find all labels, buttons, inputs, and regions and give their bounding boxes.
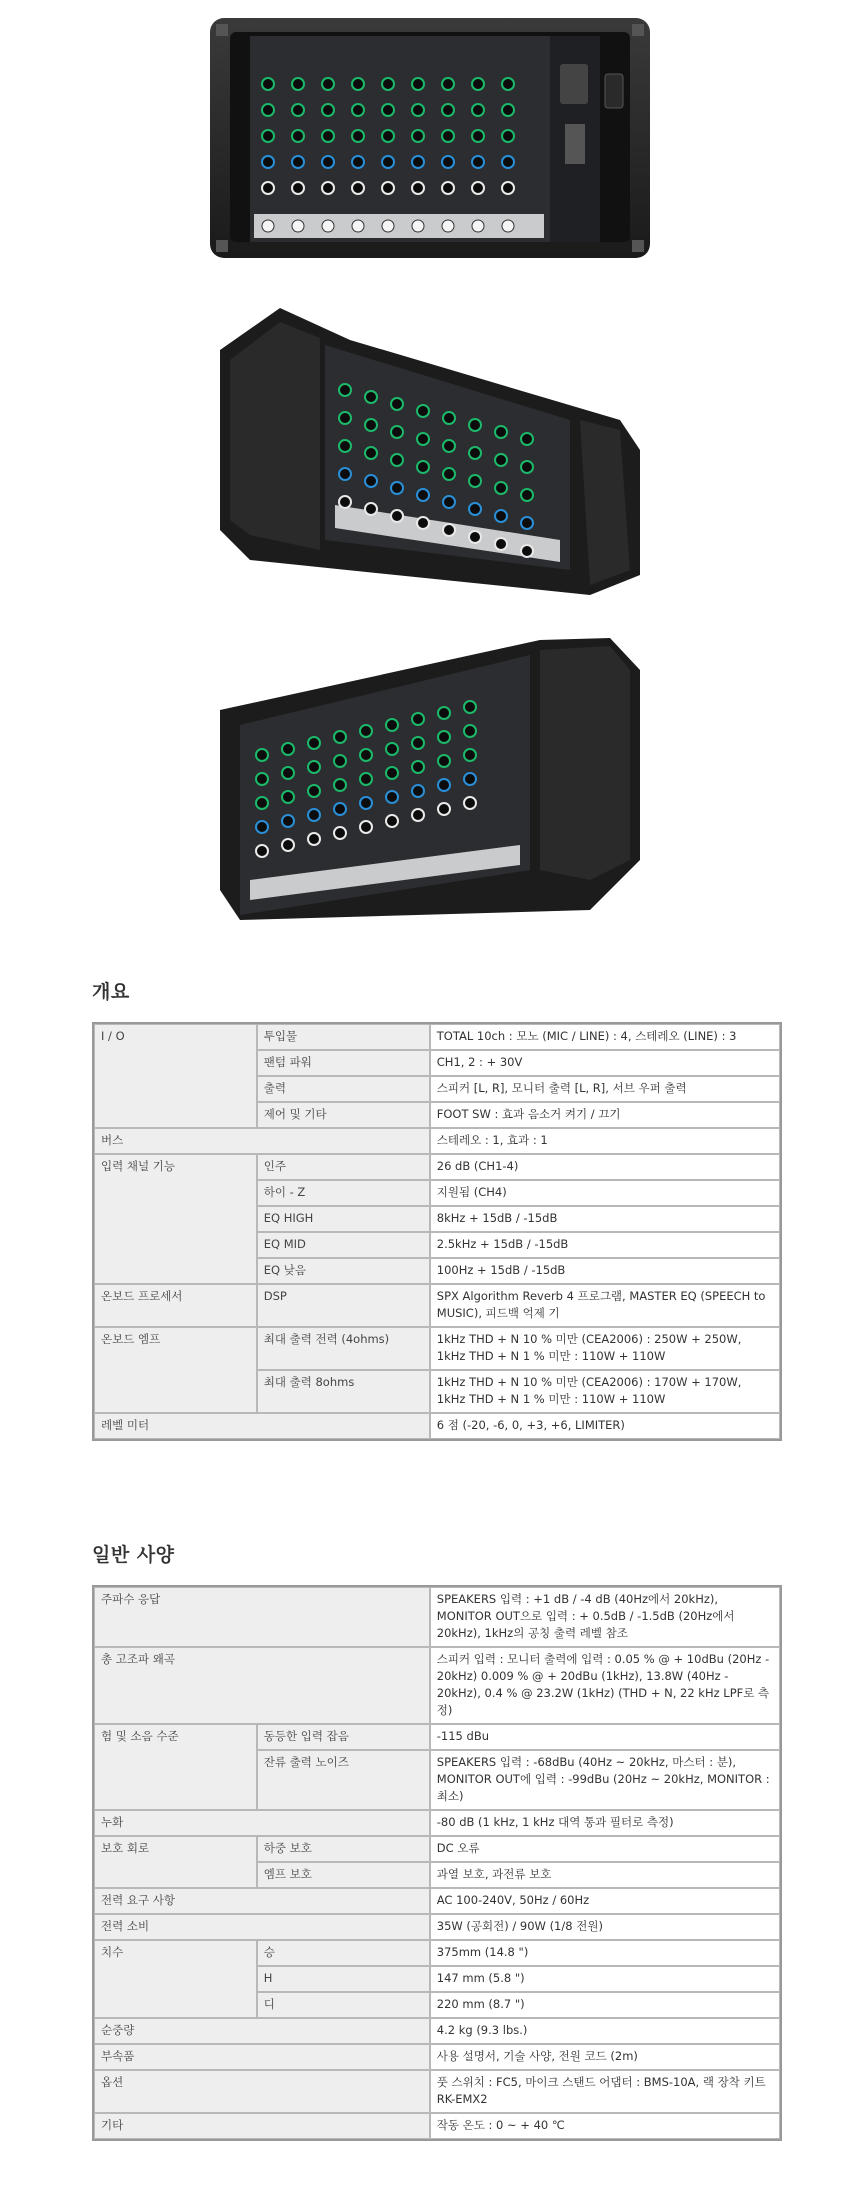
mixer-knob [339,440,351,452]
mixer-knob [386,767,398,779]
mixer-knob [308,833,320,845]
mixer-knob [360,797,372,809]
mixer-knob [443,468,455,480]
mixer-knob [339,412,351,424]
mixer-knob [417,461,429,473]
mixer-knob [438,755,450,767]
row-subcategory: 팬텀 파워 [257,1050,430,1076]
mixer-knob [352,104,364,116]
mixer-knob [282,839,294,851]
mixer-knob [262,130,274,142]
row-value: 220 mm (8.7 ") [430,1992,780,2018]
mixer-knob [464,749,476,761]
row-category: 누화 [94,1810,430,1836]
row-subcategory: 승 [257,1940,430,1966]
mixer-fader-knob [322,220,334,232]
row-subcategory: 인주 [257,1154,430,1180]
mixer-knob [308,809,320,821]
row-value: 지원됨 (CH4) [430,1180,780,1206]
mixer-knob [417,433,429,445]
product-image-top [0,14,860,264]
mixer-knob [472,156,484,168]
mixer-knob [438,731,450,743]
table-row [94,2044,780,2070]
row-subcategory: 하중 보호 [257,1836,430,1862]
mixer-knob [292,156,304,168]
mixer-knob [495,454,507,466]
mixer-knob [412,104,424,116]
row-value: 6 점 (-20, -6, 0, +3, +6, LIMITER) [430,1413,780,1439]
mixer-knob [391,510,403,522]
mixer-knob [438,803,450,815]
general-specs-title: 일반 사양 [92,1544,175,1566]
table-row [94,2018,780,2044]
mixer-knob [262,156,274,168]
row-category: 순중량 [94,2018,430,2044]
mixer-knob [292,130,304,142]
mixer-knob [391,482,403,494]
mixer-knob [382,156,394,168]
mixer-knob [495,482,507,494]
mixer-knob [412,761,424,773]
table-row [94,1810,780,1836]
mixer-knob [502,130,514,142]
mixer-knob [322,182,334,194]
mixer-knob [292,182,304,194]
row-value: 147 mm (5.8 ") [430,1966,780,1992]
mixer-knob [365,475,377,487]
table-row [94,1724,780,1750]
row-subcategory: H [257,1966,430,1992]
row-value: 스피커 [L, R], 모니터 출력 [L, R], 서브 우퍼 출력 [430,1076,780,1102]
mixer-knob [360,725,372,737]
mixer-knob [469,447,481,459]
mixer-knob [382,78,394,90]
row-subcategory: EQ 낮음 [257,1258,430,1284]
table-row [94,1327,780,1370]
table-row [94,1914,780,1940]
mixer-knob [412,130,424,142]
mixer-knob [412,809,424,821]
mixer-fader-knob [292,220,304,232]
row-category: 보호 회로 [94,1836,257,1888]
row-category: 옵션 [94,2070,430,2113]
row-value: 풋 스위치 : FC5, 마이크 스탠드 어댑터 : BMS-10A, 랙 장착 키트 RK-EMX2 [430,2070,780,2113]
mixer-fader-knob [442,220,454,232]
table-row [94,1836,780,1862]
row-value: 26 dB (CH1-4) [430,1154,780,1180]
row-value: 35W (공회전) / 90W (1/8 전원) [430,1914,780,1940]
mixer-knob [256,821,268,833]
mixer-knob [360,773,372,785]
mixer-fader-knob [352,220,364,232]
mixer-knob [464,773,476,785]
mixer-knob [442,182,454,194]
mixer-knob [386,719,398,731]
overview-title: 개요 [92,981,130,1003]
row-value: TOTAL 10ch : 모노 (MIC / LINE) : 4, 스테레오 (LINE) : 3 [430,1024,780,1050]
row-value: 100Hz + 15dB / -15dB [430,1258,780,1284]
row-value: 375mm (14.8 ") [430,1940,780,1966]
mixer-knob [469,531,481,543]
row-subcategory: EQ MID [257,1232,430,1258]
row-value: 2.5kHz + 15dB / -15dB [430,1232,780,1258]
mixer-knob [502,78,514,90]
mixer-knob [262,104,274,116]
general-spec-table [92,1585,782,2141]
row-subcategory: 동등한 입력 잡음 [257,1724,430,1750]
mixer-knob [292,104,304,116]
row-subcategory: 하이 - Z [257,1180,430,1206]
row-category: 주파수 응답 [94,1587,430,1647]
row-subcategory: 잔류 출력 노이즈 [257,1750,430,1810]
mixer-knob [256,749,268,761]
mixer-knob [256,845,268,857]
mixer-knob [334,755,346,767]
row-category: 험 및 소음 수준 [94,1724,257,1810]
row-value: 4.2 kg (9.3 lbs.) [430,2018,780,2044]
mixer-knob [469,503,481,515]
row-subcategory: 최대 출력 8ohms [257,1370,430,1413]
mixer-top-image [210,14,650,264]
row-value: 스피커 입력 : 모니터 출력에 입력 : 0.05 % @ + 10dBu (20Hz - 20kHz) 0.009 % @ + 20dBu (1kHz), 13.8W (40Hz - 20kHz), 0.4 % @ 23.2W (1kHz) (THD + N, 22 kHz LPF로 측정) [430,1647,780,1724]
mixer-knob [521,461,533,473]
mixer-knob [391,398,403,410]
row-category: I / O [94,1024,257,1128]
mixer-knob [386,743,398,755]
mixer-knob [443,524,455,536]
mixer-knob [339,496,351,508]
row-category: 기타 [94,2113,430,2139]
mixer-knob [382,130,394,142]
row-value: DC 오류 [430,1836,780,1862]
row-value: SPEAKERS 입력 : +1 dB / -4 dB (40Hz에서 20kHz), MONITOR OUT으로 입력 : + 0.5dB / -1.5dB (20Hz에서 20kHz), 1kHz의 공칭 출력 레벨 참조 [430,1587,780,1647]
mixer-knob [502,104,514,116]
mixer-knob [282,743,294,755]
row-category: 치수 [94,1940,257,2018]
mixer-knob [322,104,334,116]
product-image-angled-left [0,300,860,600]
mixer-knob [521,545,533,557]
mixer-knob [334,827,346,839]
mixer-knob [339,468,351,480]
mixer-knob [412,713,424,725]
row-subcategory: DSP [257,1284,430,1327]
mixer-knob [438,707,450,719]
row-value: 1kHz THD + N 10 % 미만 (CEA2006) : 250W + 250W, 1kHz THD + N 1 % 미만 : 110W + 110W [430,1327,780,1370]
mixer-knob [442,78,454,90]
mixer-knob [292,78,304,90]
mixer-fader-knob [472,220,484,232]
mixer-knob [360,821,372,833]
mixer-knob [417,489,429,501]
row-category: 입력 채널 기능 [94,1154,257,1284]
row-category: 버스 [94,1128,430,1154]
mixer-knob [282,791,294,803]
mixer-knob [412,78,424,90]
mixer-knob [442,156,454,168]
mixer-knob [352,182,364,194]
mixer-knob [365,391,377,403]
table-row [94,1128,780,1154]
row-value: 8kHz + 15dB / -15dB [430,1206,780,1232]
mixer-knob [352,156,364,168]
mixer-knob [443,440,455,452]
table-row [94,1587,780,1647]
mixer-knob [521,517,533,529]
mixer-knob [282,767,294,779]
mixer-knob [469,419,481,431]
table-row [94,1940,780,1966]
row-value: AC 100-240V, 50Hz / 60Hz [430,1888,780,1914]
mixer-knob [412,156,424,168]
row-category: 전력 소비 [94,1914,430,1940]
mixer-knob [334,731,346,743]
row-value: FOOT SW : 효과 음소거 켜기 / 끄기 [430,1102,780,1128]
mixer-knob [282,815,294,827]
mixer-knob [391,454,403,466]
row-category: 총 고조파 왜곡 [94,1647,430,1724]
mixer-knob [495,510,507,522]
row-value: SPEAKERS 입력 : -68dBu (40Hz ~ 20kHz, 마스터 : 분), MONITOR OUT에 입력 : -99dBu (20Hz ~ 20kHz, MONITOR : 최소) [430,1750,780,1810]
mixer-knob [521,433,533,445]
mixer-knob [308,737,320,749]
mixer-knob [382,182,394,194]
row-subcategory: 출력 [257,1076,430,1102]
mixer-knob [438,779,450,791]
mixer-knob [308,761,320,773]
mixer-knob [386,791,398,803]
row-subcategory: 투입물 [257,1024,430,1050]
table-row [94,1284,780,1327]
mixer-knob [472,104,484,116]
mixer-knob [322,78,334,90]
row-value: -115 dBu [430,1724,780,1750]
row-subcategory: 엠프 보호 [257,1862,430,1888]
mixer-knob [412,785,424,797]
mixer-knob [472,130,484,142]
row-subcategory: 최대 출력 전력 (4ohms) [257,1327,430,1370]
row-value: CH1, 2 : + 30V [430,1050,780,1076]
mixer-knob [256,773,268,785]
row-value: SPX Algorithm Reverb 4 프로그램, MASTER EQ (SPEECH to MUSIC), 피드백 억제 기 [430,1284,780,1327]
mixer-knob [365,503,377,515]
row-value: 사용 설명서, 기술 사양, 전원 코드 (2m) [430,2044,780,2070]
mixer-knob [412,182,424,194]
mixer-knob [464,797,476,809]
mixer-fader-knob [262,220,274,232]
mixer-fader-knob [382,220,394,232]
product-image-angled-right [0,630,860,930]
row-category: 온보드 엠프 [94,1327,257,1413]
mixer-knob [417,405,429,417]
mixer-knob [262,78,274,90]
mixer-knob [391,426,403,438]
mixer-knob [443,412,455,424]
row-subcategory: 제어 및 기타 [257,1102,430,1128]
mixer-knob [443,496,455,508]
mixer-fader-knob [502,220,514,232]
mixer-knob [412,737,424,749]
mixer-knob [262,182,274,194]
mixer-knob [386,815,398,827]
mixer-fader-knob [412,220,424,232]
row-value: -80 dB (1 kHz, 1 kHz 대역 통과 필터로 측정) [430,1810,780,1836]
row-subcategory: 디 [257,1992,430,2018]
mixer-knob [464,725,476,737]
mixer-knob [502,182,514,194]
mixer-knob [521,489,533,501]
mixer-knob [495,538,507,550]
mixer-knob [472,182,484,194]
mixer-knob [365,447,377,459]
mixer-knob [365,419,377,431]
mixer-knob [502,156,514,168]
mixer-knob [308,785,320,797]
row-category: 전력 요구 사항 [94,1888,430,1914]
table-row [94,1154,780,1180]
mixer-knob [417,517,429,529]
mixer-knob [256,797,268,809]
row-value: 1kHz THD + N 10 % 미만 (CEA2006) : 170W + 170W, 1kHz THD + N 1 % 미만 : 110W + 110W [430,1370,780,1413]
mixer-knob [352,78,364,90]
mixer-angled-image-1 [210,300,650,600]
table-row [94,2070,780,2113]
row-category: 레벨 미터 [94,1413,430,1439]
row-value: 스테레오 : 1, 효과 : 1 [430,1128,780,1154]
table-row [94,2113,780,2139]
row-value: 과열 보호, 과전류 보호 [430,1862,780,1888]
mixer-knob [322,156,334,168]
table-row [94,1647,780,1724]
mixer-knob [495,426,507,438]
mixer-knob [334,803,346,815]
mixer-knob [334,779,346,791]
mixer-angled-image-2 [210,630,650,930]
row-subcategory: EQ HIGH [257,1206,430,1232]
mixer-knob [464,701,476,713]
mixer-knob [472,78,484,90]
table-row [94,1024,780,1050]
mixer-knob [360,749,372,761]
mixer-knob [442,104,454,116]
row-category: 부속품 [94,2044,430,2070]
mixer-knob [442,130,454,142]
row-category: 온보드 프로세서 [94,1284,257,1327]
mixer-knob [322,130,334,142]
table-row [94,1888,780,1914]
row-value: 작동 온도 : 0 ~ + 40 ℃ [430,2113,780,2139]
mixer-knob [382,104,394,116]
table-row [94,1413,780,1439]
mixer-knob [469,475,481,487]
overview-spec-table [92,1022,782,1441]
mixer-knob [352,130,364,142]
mixer-knob [339,384,351,396]
